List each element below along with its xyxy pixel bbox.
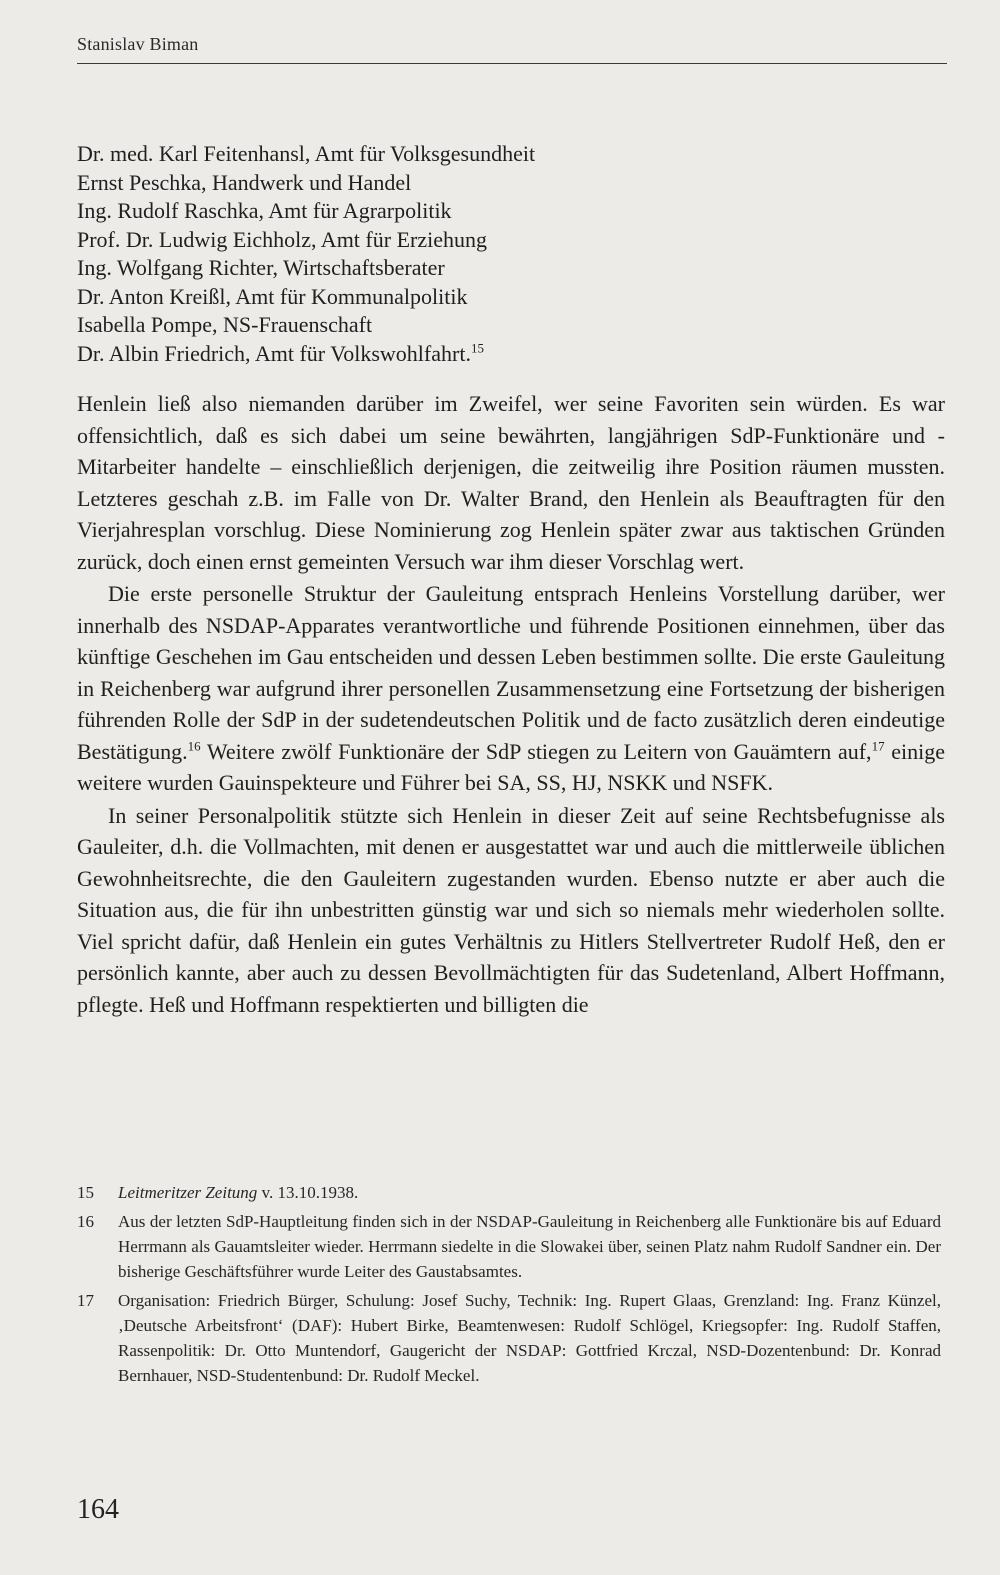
footnote-ref: 16: [187, 738, 201, 754]
paragraph-text: Weitere zwölf Funktionäre der SdP stiegen zu Leitern von Gauämtern auf,: [200, 738, 872, 764]
footnote-number: 17: [77, 1291, 94, 1310]
footnote-body: Aus der letzten SdP-Hauptleitung finden sich in der NSDAP-Gauleitung in Reichenberg alle Funktionäre bis auf Eduard Herrmann als Gauamtsleiter wieder. Herrmann siedelte in die Slowakei über, seinen Platz nahm Rudolf Sandner ein. Der bisherige Geschäftsführer wurde Leiter des Gaustabsamtes.: [118, 1212, 941, 1281]
footnote-body: v. 13.10.1938.: [257, 1183, 359, 1202]
list-item: Ing. Wolfgang Richter, Wirtschaftsberater: [77, 255, 445, 280]
list-item: Prof. Dr. Ludwig Eichholz, Amt für Erziehung: [77, 226, 487, 252]
footnote-text: [118, 1288, 941, 1388]
paragraph-text: Henlein ließ also niemanden darüber im Zweifel, wer seine Favoriten sein würden. Es war offensichtlich, daß es sich dabei um seine bewährten, langjährigen SdP-Funktionäre und -Mitarbeiter handelte – einschließlich derjenigen, die zeitweilig ihre Position räumen mussten. Letzteres geschah z.B. im Falle von Dr. Walter Brand, den Henlein als Beauftragten für den Vierjahresplan vorschlug. Diese Nominierung zog Henlein später zwar aus taktischen Gründen zurück, doch einen ernst gemeinten Versuch war ihm dieser Vorschlag wert.: [77, 391, 945, 574]
footnote-number: 15: [77, 1183, 94, 1202]
paragraph-text: Die erste personelle Struktur der Gauleitung entsprach Henleins Vorstellung darüber, wer innerhalb des NSDAP-Apparates verantwortliche und führende Positionen einnehmen, über das künftige Geschehen im Gau entscheiden und dessen Leben bestimmen sollte. Die erste Gauleitung in Reichenberg war aufgrund ihrer personellen Zusammensetzung eine Fortsetzung der bisherigen führenden Rolle der SdP in der sudetendeutschen Politik und de facto zusätzlich deren eindeutige Bestätigung.: [77, 581, 945, 764]
page-number: 164: [77, 1494, 119, 1525]
body-paragraphs: [77, 388, 945, 1020]
list-item: Ing. Rudolf Raschka, Amt für Agrarpolitik: [77, 198, 452, 223]
paragraph-text: In seiner Personalpolitik stützte sich Henlein in dieser Zeit auf seine Rechtsbefugnisse als Gauleiter, d.h. die Vollmachten, mit denen er ausgestattet war und auch die mittlerweile üblichen Gewohnheitsrechte, die den Gauleitern zugestanden wurden. Ebenso nutzte er aber auch die Situation aus, die für ihn unbestritten günstig war und sich so niemals mehr wiederholen sollte. Viel spricht dafür, daß Henlein ein gutes Verhältnis zu Hitlers Stellvertreter Rudolf Heß, den er persönlich kannte, aber auch zu dessen Bevollmächtigten für das Sudetenland, Albert Hoffmann, pflegte. Heß und Hoffmann respektierten und billigten die: [77, 802, 945, 1017]
footnote-body: Organisation: Friedrich Bürger, Schulung: Josef Suchy, Technik: Ing. Rupert Glaas, Grenzland: Ing. Franz Künzel, ‚Deutsche Arbeitsfront‘ (DAF): Hubert Birke, Beamtenwesen: Rudolf Schlögel, Kriegsopfer: Ing. Rudolf Staffen, Rassenpolitik: Dr. Otto Muntendorf, Gaugericht der NSDAP: Gottfried Krczal, NSD-Dozentenbund: Dr. Konrad Bernhauer, NSD-Studentenbund: Dr. Rudolf Meckel.: [118, 1291, 941, 1385]
footnote: [77, 1288, 941, 1388]
list-item: Dr. Albin Friedrich, Amt für Volkswohlfahrt.$^{15}$: [77, 340, 484, 366]
footnote-text: [118, 1209, 941, 1284]
footnote: [77, 1209, 941, 1284]
running-head: Stanislav Biman: [77, 34, 199, 54]
member-list: [77, 140, 945, 368]
list-item: Ernst Peschka, Handwerk und Handel: [77, 169, 412, 195]
footnotes: [77, 1180, 941, 1392]
list-item: Isabella Pompe, NS-Frauenschaft: [77, 312, 373, 337]
footnote-ref: 17: [871, 738, 885, 754]
body-paragraph: [77, 800, 945, 1021]
body-paragraph: [77, 388, 945, 577]
source-title: Leitmeritzer Zeitung: [118, 1183, 258, 1202]
header-rule: [77, 63, 947, 64]
footnote-text: [118, 1180, 941, 1205]
main-text: [77, 140, 945, 1020]
paragraph-text: einige weitere wurden Gauinspekteure und Führer bei SA, SS, HJ, NSKK und NSFK.: [77, 738, 945, 795]
footnote-number: 16: [77, 1212, 94, 1231]
body-paragraph: [77, 578, 945, 799]
list-item: Dr. med. Karl Feitenhansl, Amt für Volksgesundheit: [77, 141, 536, 166]
footnote-ref: 15: [470, 340, 484, 356]
footnote: [77, 1180, 941, 1205]
list-item: Dr. Anton Kreißl, Amt für Kommunalpolitik: [77, 283, 468, 309]
